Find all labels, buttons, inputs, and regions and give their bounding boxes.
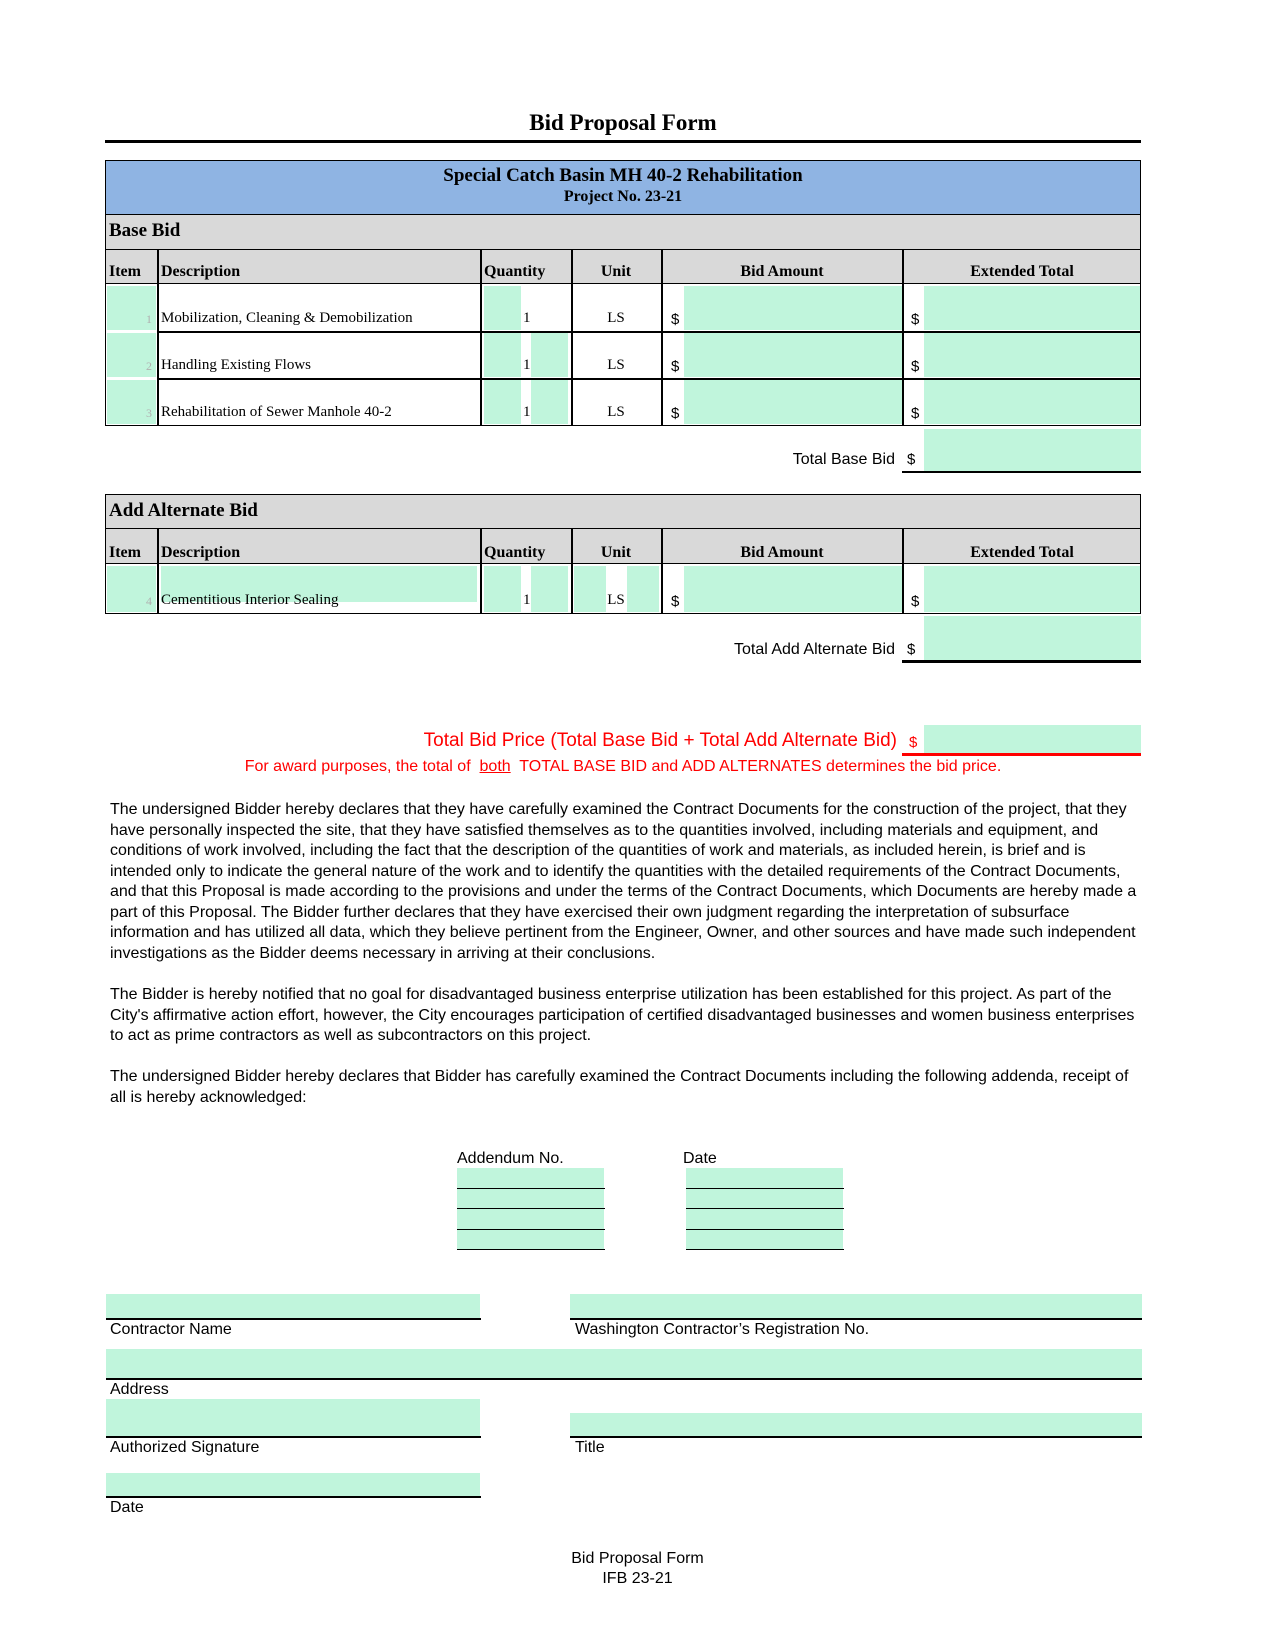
signature-line (570, 1318, 1142, 1320)
title-input[interactable] (570, 1413, 1142, 1436)
project-number: Project No. 23-21 (563, 188, 683, 205)
award-note-emphasis: both (479, 758, 511, 775)
addendum-number-line (457, 1249, 605, 1250)
col-quantity: Quantity (484, 544, 546, 561)
col-extended-total: Extended Total (970, 544, 1074, 561)
title-label: Title (575, 1439, 605, 1456)
footer (0, 1549, 1275, 1589)
total-alternate-bid-input[interactable] (924, 616, 1141, 660)
addendum-number-line (457, 1208, 605, 1209)
col-divider (661, 529, 663, 614)
award-note (105, 758, 1141, 776)
declaration-paragraph: The undersigned Bidder hereby declares that they have carefully examined the Contract Documents for the construction of the project, that they have personally inspected the site, that they have satisfied themselves as to the quantities involved, including materials and equipment, and conditions of work involved, including the fact that the description of the quantities of work and materials, as included herein, is brief and is intended only to indicate the general nature of the work and to identify the quantities with the detailed requirements of the Contract Documents, and that this Proposal is made according to the provisions and under the terms of the Contract Documents, which Documents are hereby made a part of this Proposal. The Bidder further declares that they have exercised their own judgment regarding the interpretation of subsurface information and has utilized all data, which they believe pertinent from the Engineer, Owner, and other sources and have made such independent investigations as the Bidder deems necessary in arriving at their conclusions. (110, 801, 1137, 962)
col-description: Description (161, 544, 241, 561)
signature-line (106, 1436, 481, 1438)
page-title: Bid Proposal Form (529, 110, 717, 135)
addendum-number-line (457, 1229, 605, 1230)
bid-amount-input-1[interactable] (684, 286, 902, 330)
base-bid-section-header (106, 215, 1140, 250)
currency-symbol: $ (911, 358, 920, 375)
extended-total-input-4[interactable] (924, 566, 1140, 612)
registration-number-input[interactable] (570, 1294, 1142, 1318)
contractor-name-input[interactable] (106, 1294, 480, 1318)
signature-line (106, 1378, 1142, 1380)
currency-symbol: $ (911, 405, 920, 422)
date-input[interactable] (106, 1473, 480, 1496)
footer-form-name: Bid Proposal Form (571, 1550, 704, 1567)
item-number: 2 (146, 359, 152, 373)
award-note-suffix: TOTAL BASE BID and ADD ALTERNATES determines the bid price. (519, 758, 1002, 775)
item-number: 4 (146, 594, 152, 608)
item-number: 3 (146, 406, 152, 420)
item-quantity: 1 (523, 357, 531, 373)
award-note-prefix: For award purposes, the total of (244, 758, 471, 775)
col-divider (157, 250, 159, 426)
quantity-cell (484, 286, 521, 330)
total-bid-underline (902, 753, 1141, 756)
currency-symbol: $ (671, 358, 680, 375)
item-description: Cementitious Interior Sealing (161, 592, 339, 608)
addendum-number-fields[interactable] (457, 1168, 604, 1250)
authorized-signature-label: Authorized Signature (110, 1439, 260, 1456)
signature-line (106, 1318, 481, 1320)
currency-symbol: $ (671, 593, 680, 610)
currency-symbol: $ (907, 451, 916, 468)
address-input[interactable] (106, 1349, 1142, 1378)
contractor-name-label: Contractor Name (110, 1321, 232, 1338)
title-divider (105, 140, 1141, 143)
col-unit: Unit (600, 544, 632, 561)
col-item: Item (109, 263, 141, 280)
currency-symbol: $ (911, 593, 920, 610)
registration-number-label: Washington Contractor’s Registration No. (575, 1321, 870, 1338)
total-base-bid-input[interactable] (924, 429, 1141, 471)
item-description: Mobilization, Cleaning & Demobilization (161, 310, 413, 326)
addendum-date-line (686, 1208, 844, 1209)
addendum-number-label: Addendum No. (457, 1150, 564, 1167)
item-quantity: 1 (523, 404, 531, 420)
item-quantity: 1 (523, 592, 531, 608)
project-name: Special Catch Basin MH 40-2 Rehabilitation (443, 165, 803, 186)
col-divider (902, 529, 904, 614)
total-underline (902, 471, 1141, 473)
alternate-bid-label: Add Alternate Bid (109, 500, 258, 521)
item-quantity: 1 (523, 310, 531, 326)
item-unit: LS (607, 404, 625, 420)
item-description: Rehabilitation of Sewer Manhole 40-2 (161, 404, 392, 420)
total-bid-price-label: Total Bid Price (Total Base Bid + Total Add Alternate Bid) (423, 730, 897, 751)
quantity-cell (484, 333, 521, 377)
col-divider (157, 529, 159, 614)
col-divider (480, 529, 482, 614)
col-divider (902, 250, 904, 426)
currency-symbol: $ (911, 311, 920, 328)
addendum-number-line (457, 1188, 605, 1189)
addendum-date-line (686, 1229, 844, 1230)
col-bid-amount: Bid Amount (740, 263, 824, 280)
total-base-bid-label: Total Base Bid (792, 451, 895, 468)
item-number: 1 (146, 312, 152, 326)
address-label: Address (110, 1381, 169, 1398)
addendum-date-line (686, 1249, 844, 1250)
dbe-notice-paragraph: The Bidder is hereby notified that no goal for disadvantaged business enterprise utilization has been established for this project. As part of the City's affirmative action effort, however, the City encourages participation of certified disadvantaged businesses and women business enterprises to act as prime contractors as well as subcontractors on this project. (110, 986, 1135, 1044)
bid-amount-input-2[interactable] (684, 333, 902, 377)
col-divider (480, 250, 482, 426)
extended-total-input-3[interactable] (924, 380, 1140, 424)
addendum-date-label: Date (683, 1150, 717, 1167)
currency-symbol: $ (909, 734, 918, 751)
col-divider (571, 250, 573, 426)
quantity-cell (531, 566, 568, 612)
quantity-cell (531, 333, 568, 377)
item-description: Handling Existing Flows (161, 357, 312, 373)
footer-ifb-number: IFB 23-21 (602, 1570, 673, 1587)
alternate-bid-section-header (106, 495, 1140, 529)
total-alternate-bid-label: Total Add Alternate Bid (734, 641, 895, 658)
quantity-cell (531, 380, 568, 424)
extended-total-input-2[interactable] (924, 333, 1140, 377)
col-item: Item (109, 544, 141, 561)
currency-symbol: $ (671, 405, 680, 422)
signature-line (106, 1496, 481, 1498)
authorized-signature-input[interactable] (106, 1399, 480, 1436)
quantity-cell (484, 380, 521, 424)
signature-line (570, 1436, 1142, 1438)
extended-total-input-1[interactable] (924, 286, 1140, 330)
item-unit: LS (607, 310, 625, 326)
base-bid-label: Base Bid (109, 220, 181, 241)
item-unit: LS (607, 357, 625, 373)
project-header (106, 161, 1140, 215)
bid-amount-input-4[interactable] (684, 566, 902, 612)
currency-symbol: $ (907, 641, 916, 658)
col-description: Description (161, 263, 241, 280)
currency-symbol: $ (671, 311, 680, 328)
date-label: Date (110, 1499, 144, 1516)
addenda-paragraph: The undersigned Bidder hereby declares that Bidder has carefully examined the Contract Documents including the following addenda, receipt of all is hereby acknowledged: (110, 1068, 1129, 1106)
quantity-cell (484, 566, 521, 612)
col-quantity: Quantity (484, 263, 546, 280)
col-extended-total: Extended Total (970, 263, 1074, 280)
total-underline (902, 660, 1141, 663)
addendum-date-line (686, 1188, 844, 1189)
item-unit: LS (607, 592, 625, 608)
addendum-date-fields[interactable] (686, 1168, 843, 1250)
total-bid-price-input[interactable] (924, 725, 1141, 753)
col-bid-amount: Bid Amount (740, 544, 824, 561)
col-unit: Unit (600, 263, 632, 280)
col-divider (661, 250, 663, 426)
bid-amount-input-3[interactable] (684, 380, 902, 424)
